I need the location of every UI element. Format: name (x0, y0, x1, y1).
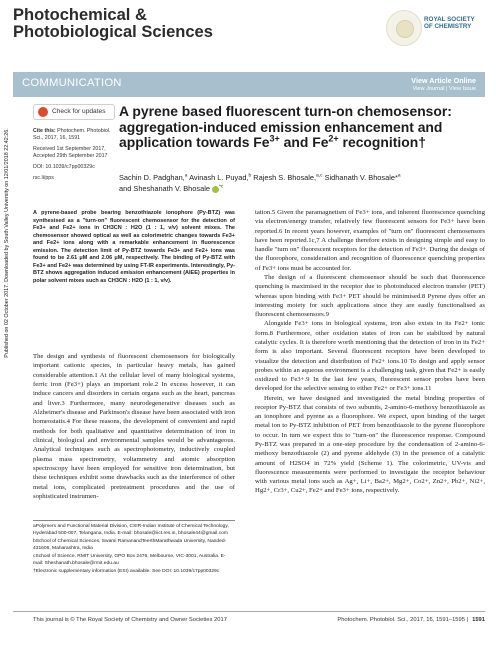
affiliation-b: bSchool of Chemical Sciences, Swami RamanandTeerthMarathwada University, Nanded-431606, Maharashtra, India (33, 539, 227, 551)
article-type-banner (13, 72, 485, 97)
abstract: A pyrene-based probe bearing benzothiazole ionophore (Py-BTZ) was synthesised as a "turn-on" fluorescent chemosensor for the detection of Fe3+ and Fe2+ ions in CH3CN : H2O (1 : 1, v/v) solvent mixes. The chemosensor showed optical as well as colorimetric changes towards Fe3+ and Fe2+ ions along with a remarkable enhancement in fluorescence emission. The detection limit of Py-BTZ towards Fe3+ and Fe2+ ions was found to be 2.61 μM and 2.06 μM, respectively. The binding of Py-BTZ with Fe3+ and Fe2+ was determined by using FT-IR experiments. Interestingly, Py-BTZ shows aggregation induced emission enhancement (AIEE) properties in polar solvent mixes such as CH3CN : H2O (1 : 1, v/v). (33, 210, 235, 284)
check-updates-icon (38, 107, 48, 117)
journal-title-line2: Photobiological Sciences (13, 23, 213, 41)
rsc-seal-icon (386, 10, 422, 46)
cite-label: Cite this: (33, 128, 56, 134)
doi-link[interactable]: DOI: 10.1039/c7pp00329c (33, 164, 95, 171)
author-name[interactable]: Sidhanath V. Bhosale* (322, 173, 398, 182)
rsc-logo[interactable] (386, 8, 484, 48)
paragraph: The design and synthesis of fluorescent chemosensors for biologically important cationic species, in particular heavy metals, has gained considerable attention.1 At the cellular level of many biological systems, ferric iron (Fe3+) plays an important role.2 In excess however, it can induce cancers and disorders in certain organs such as the heart, pancreas and liver.3 Furthermore, many neurodegenerative diseases such as Alzheimer's disease and Parkinson's disease have been associated with iron homeostatis.4 For these reasons, the development of convenient and rapid methods for both qualitative and quantitative determination of iron in clinical, biological and environmental samples would be advantageous. Analytical techniques such as spectrophotometry, inductively coupled plasma mass spectrometry, voltammetry and atomic absorption spectroscopy have been employed for sensitive iron determination, but these techniques exhibit some drawbacks such as the interference of other metal ions, complicated pretreatment procedures and the use of sophisticated instrumen- (33, 353, 235, 501)
affiliation-a: aPolymers and Functional Material Division, CSIR-Indian Institute of Chemical Technology, Hyderabad 500-007, Telangana, India. E-mail: bhosale@iict.res.in, bhosale44@gmail.com (33, 524, 229, 536)
article-type-label: COMMUNICATION (22, 77, 122, 89)
footer-divider (13, 611, 485, 612)
rsc-logo-line1: ROYAL SOCIETY (424, 16, 475, 23)
affiliation-c: cSchool of Science, RMIT University, GPO Box 2476, Melbourne, VIC-3001, Australia. E-mail: Sheshanath.bhosale@rmit.edu.au (33, 554, 226, 566)
footnote-divider (33, 520, 235, 521)
journal-title[interactable] (13, 7, 313, 41)
orcid-icon[interactable] (212, 186, 219, 193)
author-name[interactable]: Rajesh S. Bhosale, (251, 173, 317, 182)
article-url[interactable]: rsc.li/pps (33, 175, 54, 182)
rsc-logo-line2: OF CHEMISTRY (424, 23, 472, 31)
affiliations-footnotes (33, 524, 235, 578)
paragraph: The design of a fluorescent chemosensor should be such that fluorescence quenching is maximised in the receptor due to photoinduced electron transfer (PET) whereas upon binding with Fe3+ PET should be minimised.8 Pyrene dyes offer an interesting moiety for such applications since they are easily functionalised as fluorescent chemosensors.9 (255, 273, 485, 319)
view-journal-issue-links[interactable]: View Journal | View Issue (412, 86, 476, 92)
page-number: 1591 (472, 617, 485, 623)
received-date: Received 1st September 2017, (33, 146, 106, 153)
journal-title-line1: Photochemical & (13, 6, 147, 24)
paragraph: Alongside Fe3+ ions in biological systems, iron also exists in its Fe2+ ionic form.8 Furthermore, other oxidation states of iron can be stabilized by natural catalytic cycles. It is therefore worth mentioning that the detection of iron in its Fe2+ form is also important. Several fluorescent receptors have been developed to visualize the detection and distribution of Fe2+ ions.10 To design and apply sensor probes within an aqueous environment is a challenging task, given that Fe2+ is easily oxidized to Fe3+.9 In the last few years, fluorescent sensor probes have been developed for the selective sensing to either Fe2+ or Fe3+ ions.11 (255, 320, 485, 393)
cite-text: Photochem. Photobiol. Sci., 2017, 16, 1591 (33, 128, 111, 142)
publication-sidebar-note: Published on 02 October 2017. Downloaded by South Valley University on 12/01/2018 22:42:26. (4, 128, 10, 358)
body-text-right-column (255, 208, 485, 496)
check-for-updates-button[interactable] (33, 104, 115, 120)
paragraph: Herein, we have designed and investigated the metal binding properties of receptor Py-BTZ that consists of two subunits, 2-amino-6-methoxy benzothiazole as an ionophore and pyrene as a fluorophore. We expect, upon binding of the target metal ion to Py-BTZ inhibition of PET from benzothiazole to the pyrene fluorophore to occur. In turn we expect this to "turn-on" the fluorescence response. Compound Py-BTZ was prepared in a one-step procedure by the condensation of 2-amino-6-methoxy benzothiazole (2) and pyrene aldehyde (3) in the presence of a catalytic amount of H2SO4 in 72% yield (Scheme 1). The colorimetric, UV-vis and fluorescence measurements were performed to investigate the receptor behaviour with various metal ions such as Ag+, Li+, Ba2+, Mg2+, Co2+, Zn2+, Pb2+, Ni2+, Hg2+, Cr3+, Cu2+, Fe2+ and Fe3+ ions, respectively. (255, 394, 485, 495)
footer-copyright: This journal is © The Royal Society of Chemistry and Owner Societies 2017 (33, 617, 227, 623)
author-list: Sachin D. Padghan,$^a$ Avinash L. Puyad,$^b$ Rajesh S. Bhosale,$^{a,c}$ Sidhanath V. Bhosale*$^a$ and Sheshanath V. Bhosale $^{*c}$ (119, 173, 401, 193)
footer-citation: Photochem. Photobiol. Sci., 2017, 16, 1591–1595 | 1591 (337, 617, 485, 623)
body-text-left-column (33, 352, 235, 502)
accepted-date: Accepted 29th September 2017 (33, 153, 108, 160)
article-meta (33, 128, 115, 187)
view-article-online-link[interactable]: View Article Online (411, 76, 476, 85)
author-name[interactable]: Sachin D. Padghan, (119, 173, 185, 182)
paragraph: tation.5 Given the paramagnetism of Fe3+ ions, and inherent fluorescence quenching via electron/energy transfer, relatively few fluorescent sensors for Fe3+ have been reported.6 In recent years however, examples of "turn on" fluorescent chemosensors have been reported.1c,7 A challenge therefore exists in designing simple and easy to handle "turn on" fluorescent receptors for the detection of Fe3+. During the design of the fluorophore, consideration and recognition of fluorescence quenching properties of Fe3+ ions must be accounted for. (255, 209, 485, 272)
esi-note: †Electronic supplementary information (ESI) available. See DOI: 10.1039/c7pp00329c (33, 569, 220, 575)
author-name[interactable]: and Sheshanath V. Bhosale (119, 184, 210, 193)
check-for-updates-label: Check for updates (52, 108, 106, 115)
article-title: A pyrene based fluorescent turn-on chemosensor: aggregation-induced emission enhancement and application towards $Fe^{3+}$ and $Fe^{2+}$ recognition† (119, 103, 452, 151)
author-name[interactable]: Avinash L. Puyad, (187, 173, 249, 182)
